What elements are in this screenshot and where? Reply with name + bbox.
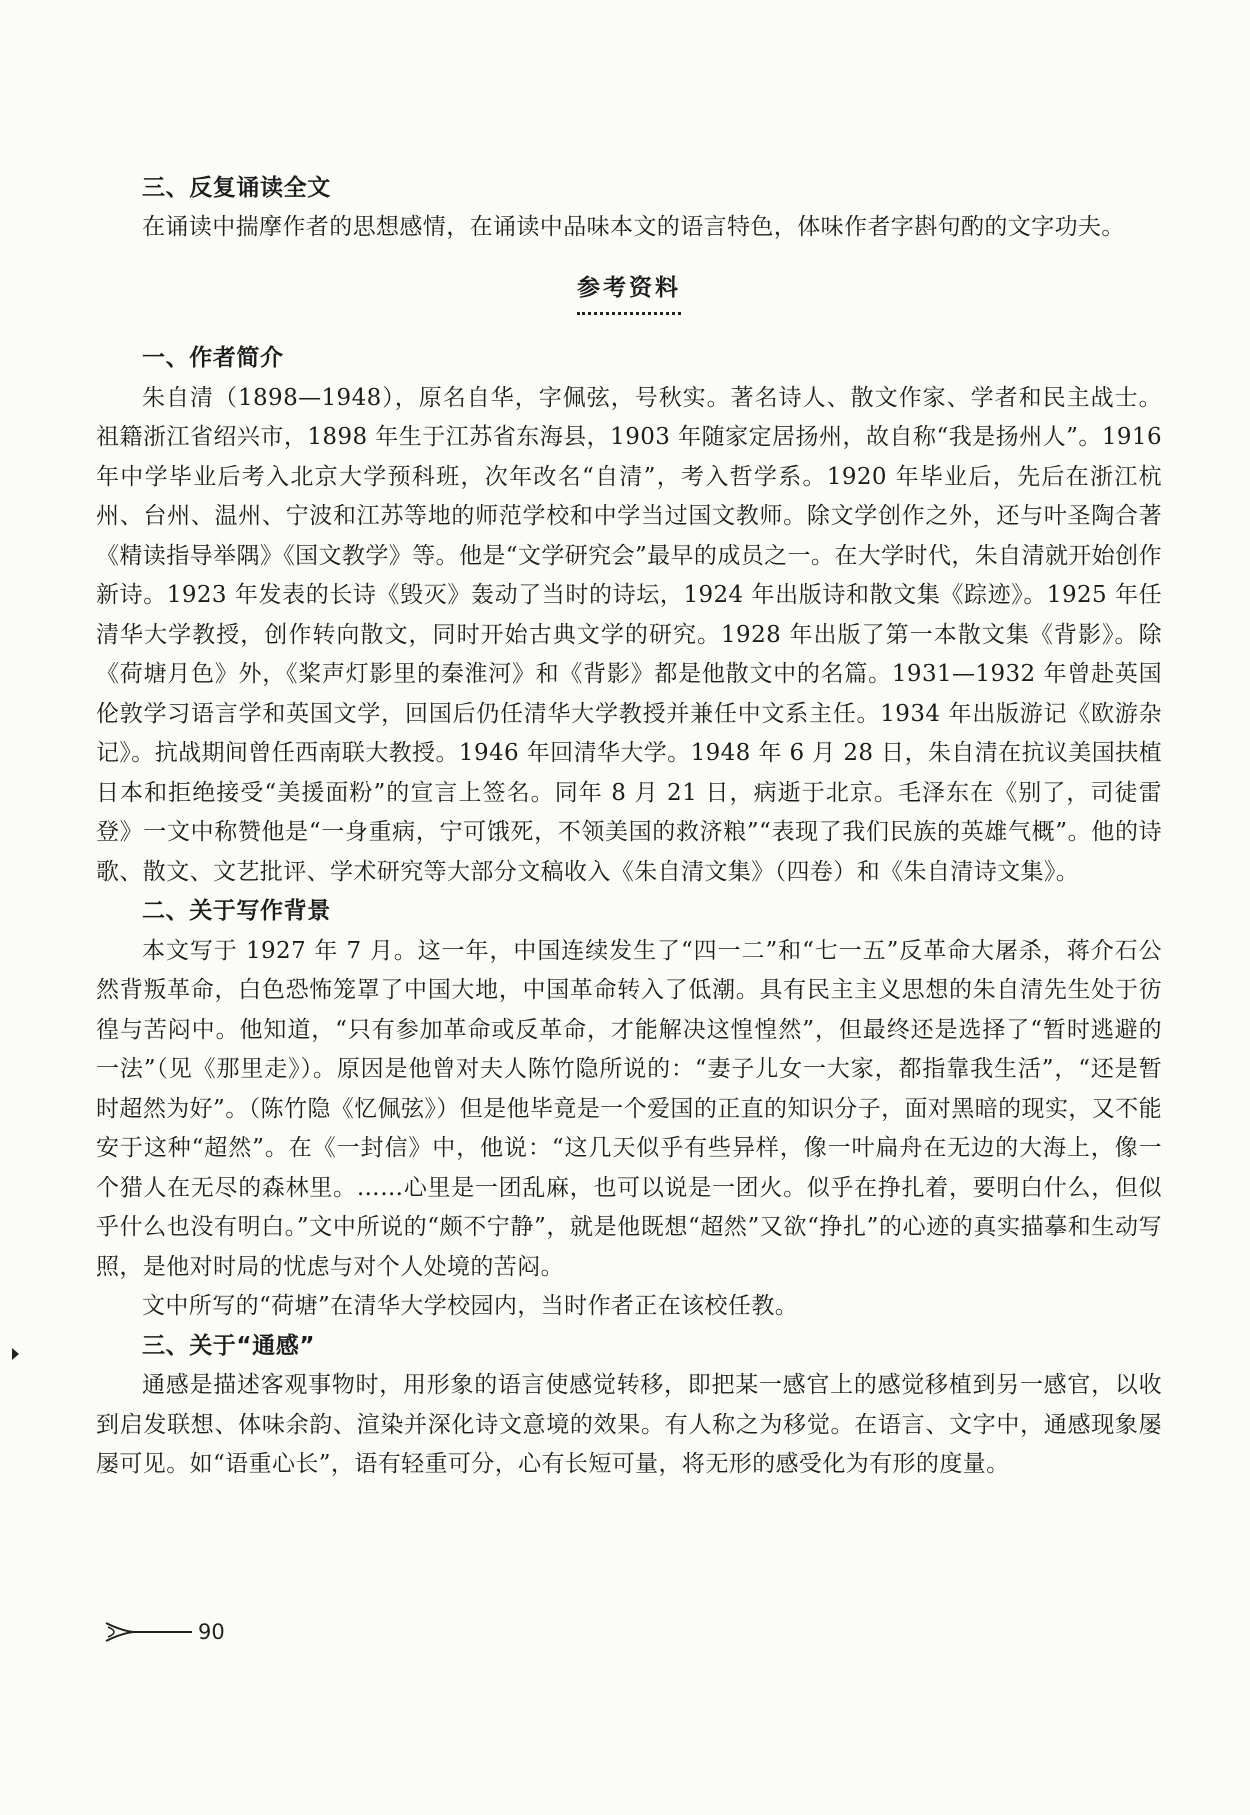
synesthesia-paragraph: 通感是描述客观事物时，用形象的语言使感觉转移，即把某一感官上的感觉移植到另一感官，以收到启发联想、体味余韵、渲染并深化诗文意境的效果。有人称之为移觉。在语言、文字中，通感现象屡屡可见。如“语重心长”，语有轻重可分，心有长短可量，将无形的感受化为有形的度量。 (96, 1372, 1162, 1477)
lotus-pond-paragraph: 文中所写的“荷塘”在清华大学校园内，当时作者正在该校任教。 (142, 1293, 799, 1319)
section-heading-synesthesia: 三、关于“通感” (142, 1332, 316, 1359)
section-heading-author: 一、作者简介 (142, 345, 284, 371)
background-paragraph: 本文写于 1927 年 7 月。这一年，中国连续发生了“四一二”和“七一五”反革命大屠杀，蒋介石公然背叛革命，白色恐怖笼罩了中国大地，中国革命转入了低潮。具有民主主义思想的朱自清先生处于彷徨与苦闷中。他知道，“只有参加革命或反革命，才能解决这惶惶然”，但最终还是选择了“暂时逃避的一法”（见《那里走》）。原因是他曾对夫人陈竹隐所说的：“妻子儿女一大家，都指靠我生活”，“还是暂时超然为好”。（陈竹隐《忆佩弦》）但是他毕竟是一个爱国的正直的知识分子，面对黑暗的现实，又不能安于这种“超然”。在《一封信》中，他说：“这几天似乎有些异样，像一叶扁舟在无边的大海上，像一个猎人在无尽的森林里。……心里是一团乱麻，也可以说是一团火。似乎在挣扎着，要明白什么，但似乎什么也没有明白。”文中所说的“颇不宁静”，就是他既想“超然”又欲“挣扎”的心迹的真实描摹和生动写照，是他对时局的忧虑与对个人处境的苦闷。 (96, 937, 1162, 1280)
reference-title-wrap (96, 269, 1162, 315)
page-footer (104, 1617, 225, 1647)
scissors-ornament-icon (104, 1617, 194, 1647)
reference-title: 参考资料 (577, 269, 681, 315)
recite-paragraph: 在诵读中揣摩作者的思想感情，在诵读中品味本文的语言特色，体味作者字斟句酌的文字功夫。 (142, 213, 1125, 240)
author-bio-paragraph: 朱自清（1898—1948），原名自华，字佩弦，号秋实。著名诗人、散文作家、学者和民主战士。祖籍浙江省绍兴市，1898 年生于江苏省东海县，1903 年随家定居扬州，故自称“我是扬州人”。1916 年中学毕业后考入北京大学预科班，次年改名“自清”，考入哲学系。1920 年毕业后，先后在浙江杭州、台州、温州、宁波和江苏等地的师范学校和中学当过国文教师。除文学创作之外，还与叶圣陶合著《精读指导举隅》《国文教学》等。他是“文学研究会”最早的成员之一。在大学时代，朱自清就开始创作新诗。1923 年发表的长诗《毁灭》轰动了当时的诗坛，1924 年出版诗和散文集《踪迹》。1925 年任清华大学教授，创作转向散文，同时开始古典文学的研究。1928 年出版了第一本散文集《背影》。除《荷塘月色》外，《桨声灯影里的秦淮河》和《背影》都是他散文中的名篇。1931—1932 年曾赴英国伦敦学习语言学和英国文学，回国后仍任清华大学教授并兼任中文系主任。1934 年出版游记《欧游杂记》。抗战期间曾任西南联大教授。1946 年回清华大学。1948 年 6 月 28 日，朱自清在抗议美国扶植日本和拒绝接受“美援面粉”的宣言上签名。同年 8 月 21 日，病逝于北京。毛泽东在《别了，司徒雷登》一文中称赞他是“一身重病，宁可饿死，不领美国的救济粮”“表现了我们民族的英雄气概”。他的诗歌、散文、文艺批评、学术研究等大部分文稿收入《朱自清文集》（四卷）和《朱自清诗文集》。 (96, 384, 1162, 885)
page-content (96, 168, 1162, 1485)
margin-triangle-mark (12, 1348, 19, 1360)
page-number: 90 (198, 1620, 225, 1644)
section-heading-background: 二、关于写作背景 (142, 898, 331, 924)
section-heading-recite: 三、反复诵读全文 (142, 174, 331, 201)
